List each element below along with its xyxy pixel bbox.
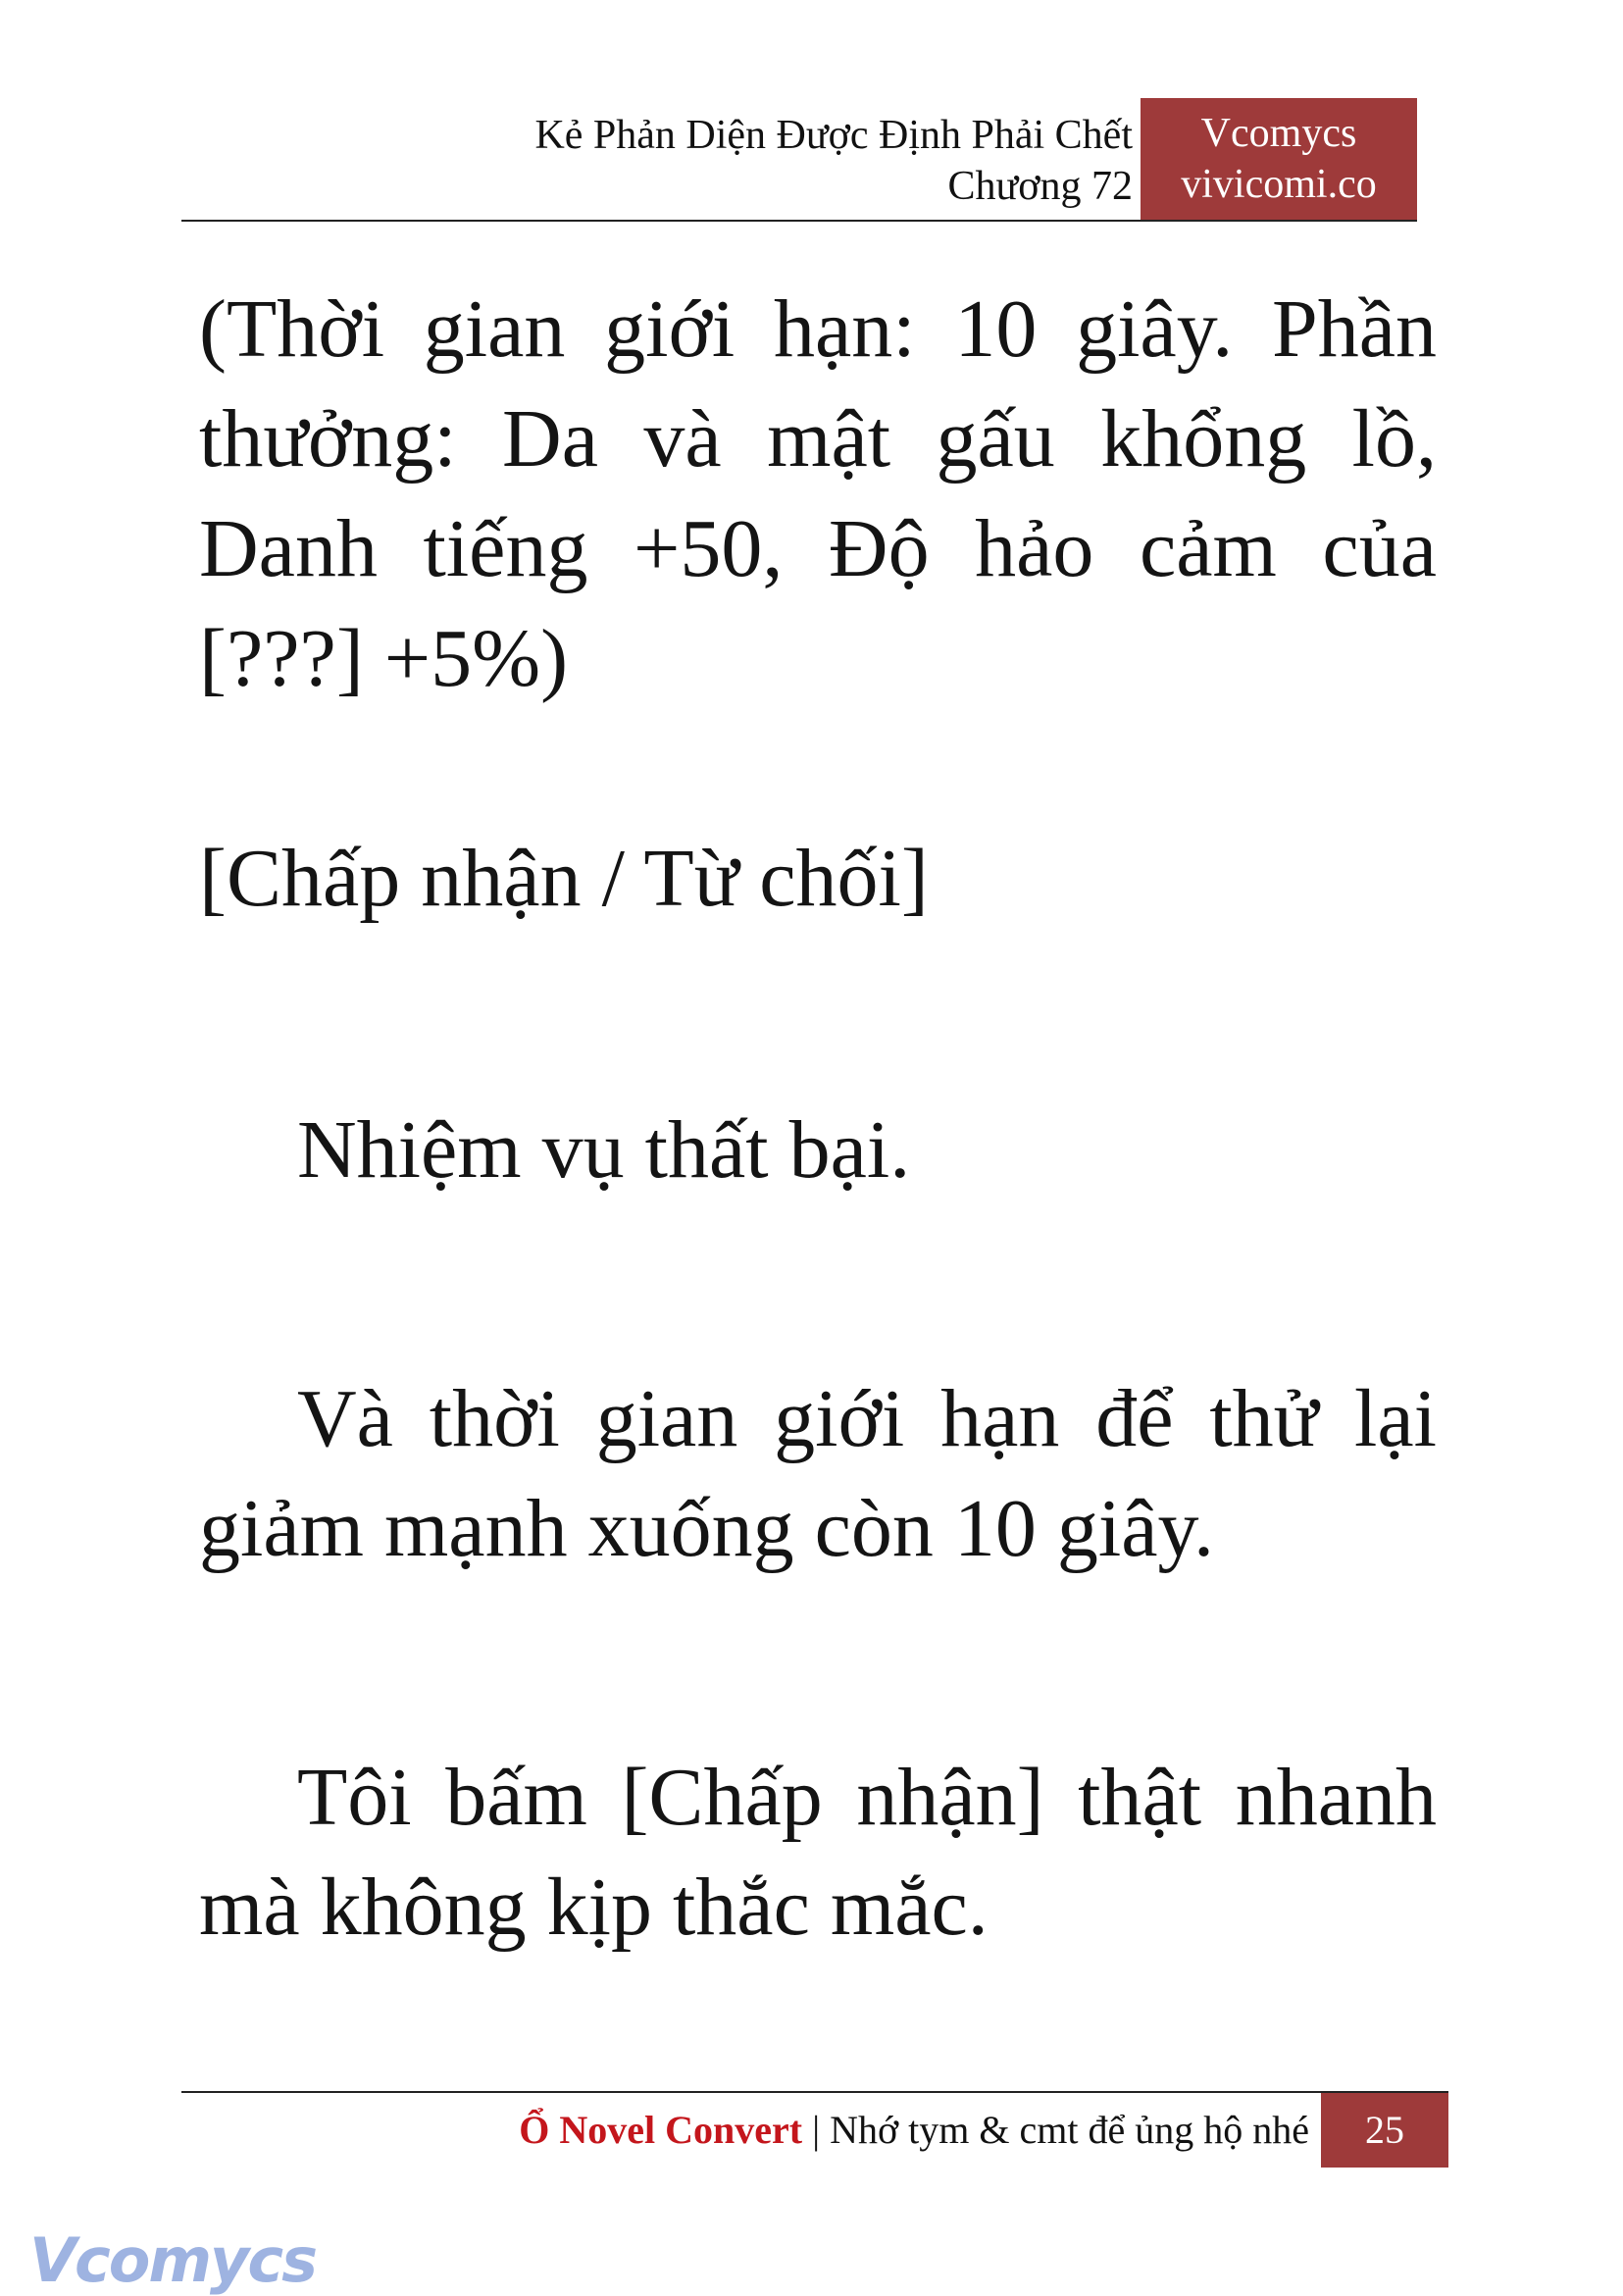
paragraph-accept: Tôi bấm [Chấp nhận] thật nhanh mà không kịp thắc mắc.: [199, 1752, 1437, 1953]
page-header: [181, 98, 1417, 222]
footer-separator: |: [812, 2108, 821, 2152]
footer-message: Nhớ tym & cmt để ủng hộ nhé: [830, 2108, 1309, 2152]
brand-box: [1141, 98, 1417, 220]
book-title: Kẻ Phản Diện Được Định Phải Chết: [534, 113, 1133, 158]
chapter-body: [199, 275, 1437, 1963]
header-title-block: [534, 110, 1133, 212]
page-footer: [181, 2091, 1448, 2168]
footer-brand: Ổ Novel Convert: [519, 2108, 803, 2152]
paragraph-failed: Nhiệm vụ thất bại.: [297, 1104, 911, 1196]
chapter-label: Chương 72: [947, 164, 1133, 209]
page-number: 25: [1321, 2093, 1448, 2168]
paragraph-choice: [Chấp nhận / Từ chối]: [199, 833, 929, 924]
brand-url: vivicomi.co: [1181, 162, 1377, 207]
watermark-logo: Vcomycs: [29, 2224, 317, 2296]
paragraph-quest-info: (Thời gian giới hạn: 10 giây. Phần thưởng: Da và mật gấu khổng lồ, Danh tiếng +50, Độ hảo cảm của [???] +5%): [199, 283, 1437, 704]
paragraph-time-limit: Và thời gian giới hạn để thử lại giảm mạnh xuống còn 10 giây.: [199, 1373, 1437, 1574]
footer-text: [519, 2103, 1309, 2158]
brand-name: Vcomycs: [1200, 111, 1357, 156]
